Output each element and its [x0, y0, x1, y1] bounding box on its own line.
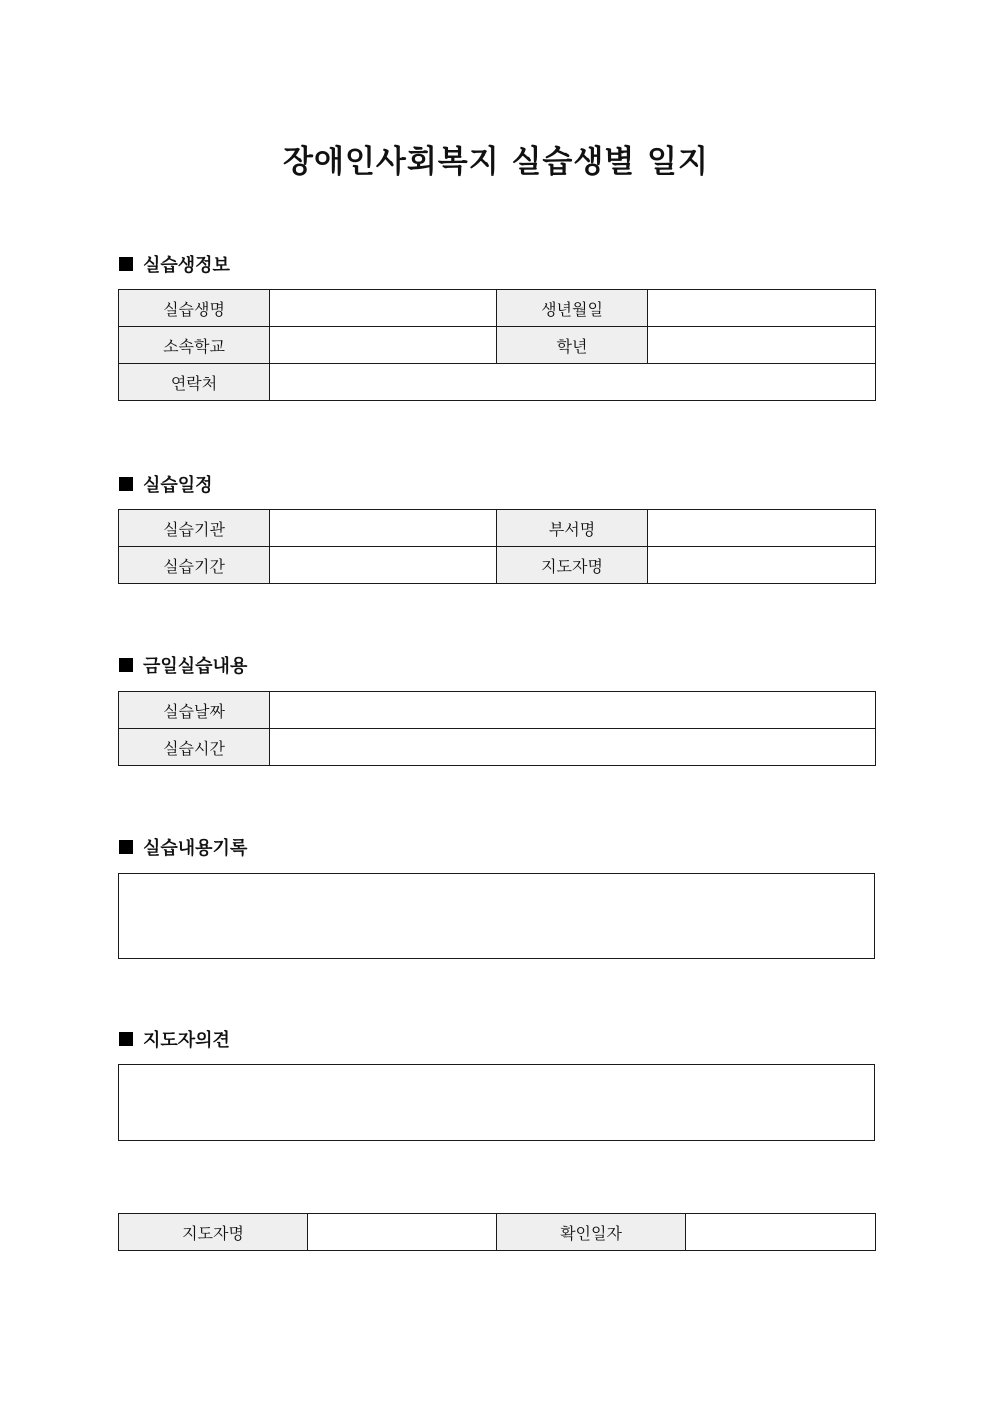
- today-table: [118, 691, 876, 766]
- table-row: [119, 327, 876, 364]
- period-label: 실습기간: [119, 547, 270, 584]
- square-bullet-icon: [119, 658, 133, 672]
- table-row: [119, 364, 876, 401]
- table-row: [119, 290, 876, 327]
- page-title: 장애인사회복지 실습생별 일지: [283, 144, 709, 180]
- table-row: [119, 547, 876, 584]
- department-label: 부서명: [497, 510, 648, 547]
- birth-date-field[interactable]: [648, 290, 876, 327]
- table-row: [119, 692, 876, 729]
- record-content-box[interactable]: [118, 873, 875, 959]
- birth-date-label: 생년월일: [497, 290, 648, 327]
- opinion-content-box[interactable]: [118, 1064, 875, 1141]
- section-heading-student-info: [119, 252, 230, 276]
- section-title: 실습내용기록: [143, 838, 248, 859]
- practice-time-label: 실습시간: [119, 729, 270, 766]
- practice-date-field[interactable]: [270, 692, 876, 729]
- practice-date-label: 실습날짜: [119, 692, 270, 729]
- agency-field[interactable]: [270, 510, 497, 547]
- signoff-table: [118, 1213, 876, 1251]
- school-label: 소속학교: [119, 327, 270, 364]
- schedule-table: [118, 509, 876, 584]
- section-heading-today: [119, 653, 247, 677]
- section-title: 실습생정보: [143, 255, 230, 276]
- student-name-label: 실습생명: [119, 290, 270, 327]
- confirm-date-field[interactable]: [686, 1214, 876, 1251]
- student-name-field[interactable]: [270, 290, 497, 327]
- square-bullet-icon: [119, 257, 133, 271]
- section-heading-opinion: [119, 1027, 230, 1051]
- contact-field[interactable]: [270, 364, 876, 401]
- contact-label: 연락처: [119, 364, 270, 401]
- supervisor-name-label: 지도자명: [497, 547, 648, 584]
- supervisor-name-field[interactable]: [648, 547, 876, 584]
- square-bullet-icon: [119, 840, 133, 854]
- section-heading-record: [119, 835, 247, 859]
- confirm-date-label: 확인일자: [497, 1214, 686, 1251]
- practice-time-field[interactable]: [270, 729, 876, 766]
- signoff-supervisor-label: 지도자명: [119, 1214, 308, 1251]
- period-field[interactable]: [270, 547, 497, 584]
- table-row: [119, 1214, 876, 1251]
- table-row: [119, 510, 876, 547]
- section-title: 실습일정: [143, 475, 213, 496]
- section-title: 지도자의견: [143, 1030, 230, 1051]
- school-field[interactable]: [270, 327, 497, 364]
- grade-label: 학년: [497, 327, 648, 364]
- section-heading-schedule: [119, 472, 213, 496]
- grade-field[interactable]: [648, 327, 876, 364]
- department-field[interactable]: [648, 510, 876, 547]
- agency-label: 실습기관: [119, 510, 270, 547]
- signoff-supervisor-field[interactable]: [308, 1214, 497, 1251]
- section-title: 금일실습내용: [143, 656, 248, 677]
- table-row: [119, 729, 876, 766]
- student-info-table: [118, 289, 876, 401]
- square-bullet-icon: [119, 1032, 133, 1046]
- square-bullet-icon: [119, 477, 133, 491]
